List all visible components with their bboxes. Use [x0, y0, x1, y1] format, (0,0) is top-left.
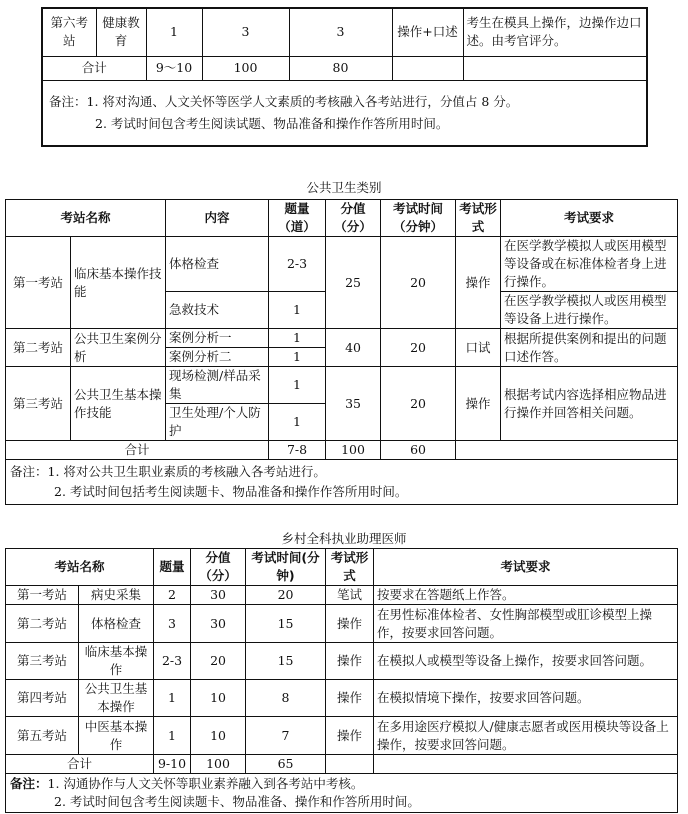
rural-assistant-table — [5, 548, 678, 813]
header-name: 考站名称 — [6, 200, 166, 237]
table-title: 公共卫生类别 — [306, 180, 382, 195]
header-score: 分值（分） — [326, 200, 381, 237]
notes-cell — [6, 774, 678, 813]
total-time: 80 — [289, 56, 392, 80]
total-label: 合计 — [6, 441, 269, 460]
notes-cell — [6, 460, 678, 505]
station-cell: 第六考站 — [42, 8, 96, 56]
header-time: 考试时间(分钟) — [246, 549, 326, 586]
content-cell: 现场检测/样品采集 — [166, 367, 269, 404]
score-cell: 20 — [191, 643, 246, 680]
station-cell: 第三考站 — [6, 367, 71, 441]
time-cell: 15 — [246, 643, 326, 680]
empty-cell — [374, 755, 678, 774]
total-count: 9-10 — [154, 755, 191, 774]
form-cell: 操作 — [326, 643, 374, 680]
time-cell: 7 — [246, 717, 326, 755]
notes-cell — [42, 80, 647, 146]
table-row — [6, 643, 678, 680]
score-cell: 25 — [326, 237, 381, 329]
header-content: 内容 — [166, 200, 269, 237]
score-cell: 10 — [191, 680, 246, 717]
score-cell: 30 — [191, 605, 246, 643]
req-cell: 根据所提供案例和提出的问题口述作答。 — [501, 329, 678, 367]
content-cell: 体格检查 — [166, 237, 269, 292]
note-1: 备注：1. 将对公共卫生职业素质的考核融入各考站进行。 — [10, 464, 326, 479]
req-cell: 按要求在答题纸上作答。 — [374, 586, 678, 605]
header-req: 考试要求 — [501, 200, 678, 237]
note-2: 2. 考试时间包括考生阅读题卡、物品准备和操作作答所用时间。 — [54, 484, 408, 499]
time-cell: 20 — [246, 586, 326, 605]
total-count: 9～10 — [146, 56, 202, 80]
count-cell: 2-3 — [154, 643, 191, 680]
form-cell: 操作 — [456, 367, 501, 441]
name-cell: 临床基本操作技能 — [71, 237, 166, 329]
content-cell: 急救技术 — [166, 292, 269, 329]
station-cell: 第四考站 — [6, 680, 79, 717]
header-count: 题量（道） — [269, 200, 326, 237]
score-cell: 35 — [326, 367, 381, 441]
req-cell: 考生在模具上操作，边操作边口述。由考官评分。 — [463, 8, 647, 56]
empty-cell — [392, 56, 463, 80]
score-cell: 10 — [191, 717, 246, 755]
time-cell: 20 — [381, 329, 456, 367]
req-cell: 在医学教学模拟人或医用模型等设备或在标准体检者身上进行操作。 — [501, 237, 678, 292]
name-cell: 公共卫生基本操作技能 — [71, 367, 166, 441]
count-cell: 1 — [269, 292, 326, 329]
station-cell: 第一考站 — [6, 586, 79, 605]
total-score: 100 — [202, 56, 289, 80]
notes-row — [6, 460, 678, 505]
header-form: 考试形式 — [326, 549, 374, 586]
note-2: 2. 考试时间包含考生阅读试题、物品准备和操作作答所用时间。 — [95, 115, 449, 131]
count-cell: 1 — [154, 680, 191, 717]
name-cell: 健康教育 — [96, 8, 146, 56]
header-name: 考站名称 — [6, 549, 154, 586]
count-cell: 1 — [146, 8, 202, 56]
table-row — [42, 8, 647, 56]
table-row — [6, 680, 678, 717]
time-cell: 3 — [289, 8, 392, 56]
count-cell: 2-3 — [269, 237, 326, 292]
station-cell: 第五考站 — [6, 717, 79, 755]
total-row — [42, 56, 647, 80]
req-cell: 在医学教学模拟人或医用模型等设备上进行操作。 — [501, 292, 678, 329]
exam-table-continued — [41, 7, 648, 147]
form-cell: 操作 — [456, 237, 501, 329]
form-cell: 口试 — [456, 329, 501, 367]
time-cell: 20 — [381, 237, 456, 329]
station-cell: 第三考站 — [6, 643, 79, 680]
name-cell: 公共卫生基本操作 — [79, 680, 154, 717]
total-row — [6, 441, 678, 460]
public-health-table — [5, 199, 678, 505]
form-cell: 操作 — [326, 717, 374, 755]
table-row — [6, 367, 678, 404]
note-2: 2. 考试时间包含考生阅读题卡、物品准备、操作和作答所用时间。 — [54, 794, 420, 809]
time-cell: 8 — [246, 680, 326, 717]
table-title: 乡村全科执业助理医师 — [281, 531, 407, 546]
req-cell: 在男性标准体检者、女性胸部模型或肛诊模型上操作，按要求回答问题。 — [374, 605, 678, 643]
note-1: 1. 沟通协作与人文关怀等职业素养融入到各考站中考核。 — [47, 776, 364, 791]
name-cell: 公共卫生案例分析 — [71, 329, 166, 367]
empty-cell — [456, 441, 678, 460]
count-cell: 1 — [269, 329, 326, 348]
total-time: 65 — [246, 755, 326, 774]
content-cell: 案例分析一 — [166, 329, 269, 348]
total-time: 60 — [381, 441, 456, 460]
total-score: 100 — [326, 441, 381, 460]
count-cell: 1 — [269, 348, 326, 367]
header-time: 考试时间（分钟） — [381, 200, 456, 237]
notes-label: 备注： — [10, 776, 48, 791]
score-cell: 30 — [191, 586, 246, 605]
name-cell: 病史采集 — [79, 586, 154, 605]
header-form: 考试形式 — [456, 200, 501, 237]
score-cell: 3 — [202, 8, 289, 56]
req-cell: 在模拟人或模型等设备上操作，按要求回答问题。 — [374, 643, 678, 680]
note-1: 备注：1. 将对沟通、人文关怀等医学人文素质的考核融入各考站进行，分值占 8 分。 — [49, 93, 519, 109]
req-cell: 在模拟情境下操作，按要求回答问题。 — [374, 680, 678, 717]
table-row — [6, 329, 678, 348]
table-row — [6, 586, 678, 605]
table-row — [6, 605, 678, 643]
req-cell: 根据考试内容选择相应物品进行操作并回答相关问题。 — [501, 367, 678, 441]
count-cell: 1 — [269, 404, 326, 441]
header-row — [6, 549, 678, 586]
header-req: 考试要求 — [374, 549, 678, 586]
form-cell: 操作+口述 — [392, 8, 463, 56]
content-cell: 案例分析二 — [166, 348, 269, 367]
notes-row — [6, 774, 678, 813]
header-count: 题量 — [154, 549, 191, 586]
table-row — [6, 717, 678, 755]
count-cell: 2 — [154, 586, 191, 605]
station-cell: 第二考站 — [6, 605, 79, 643]
total-label: 合计 — [42, 56, 146, 80]
count-cell: 1 — [269, 367, 326, 404]
name-cell: 中医基本操作 — [79, 717, 154, 755]
table-row — [6, 237, 678, 292]
time-cell: 15 — [246, 605, 326, 643]
header-row — [6, 200, 678, 237]
score-cell: 40 — [326, 329, 381, 367]
total-score: 100 — [191, 755, 246, 774]
name-cell: 体格检查 — [79, 605, 154, 643]
empty-cell — [463, 56, 647, 80]
station-cell: 第一考站 — [6, 237, 71, 329]
station-cell: 第二考站 — [6, 329, 71, 367]
req-cell: 在多用途医疗模拟人/健康志愿者或医用模块等设备上操作，按要求回答问题。 — [374, 717, 678, 755]
notes-row — [42, 80, 647, 146]
time-cell: 20 — [381, 367, 456, 441]
header-score: 分值（分） — [191, 549, 246, 586]
total-count: 7-8 — [269, 441, 326, 460]
form-cell: 操作 — [326, 680, 374, 717]
empty-cell — [326, 755, 374, 774]
total-label: 合计 — [6, 755, 154, 774]
count-cell: 1 — [154, 717, 191, 755]
name-cell: 临床基本操作 — [79, 643, 154, 680]
total-row — [6, 755, 678, 774]
form-cell: 操作 — [326, 605, 374, 643]
count-cell: 3 — [154, 605, 191, 643]
content-cell: 卫生处理/个人防护 — [166, 404, 269, 441]
form-cell: 笔试 — [326, 586, 374, 605]
